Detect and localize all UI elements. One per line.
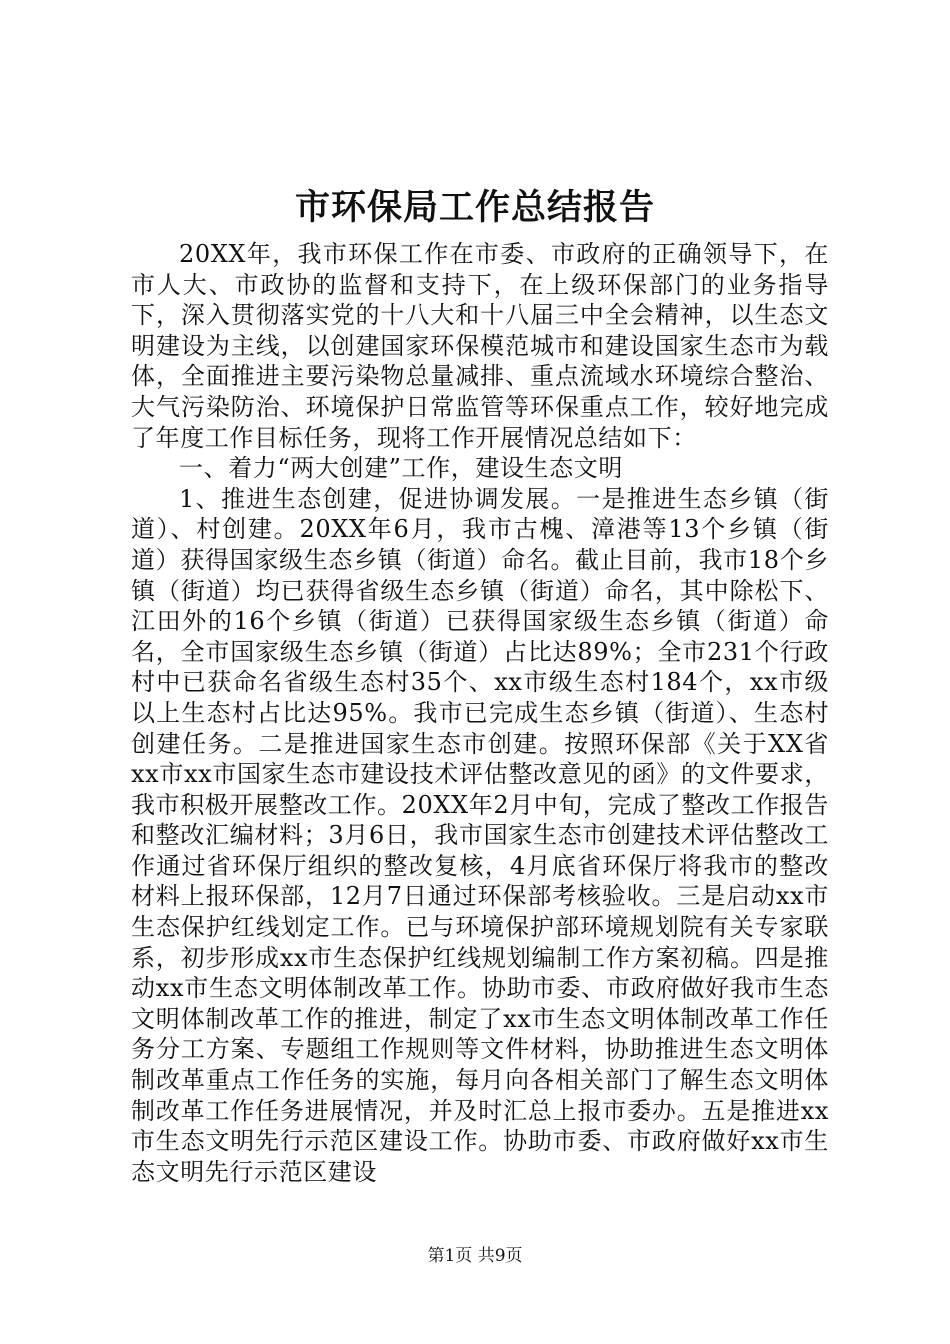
intro-paragraph: 20XX年，我市环保工作在市委、市政府的正确领导下，在市人大、市政协的监督和支持下，在上级环保部门的业务指导下，深入贯彻落实党的十八大和十八届三中全会精神，以生态文明建设为主线，以创建国家环保模范城市和建设国家生态市为载体，全面推进主要污染物总量减排、重点流域水环境综合整治、大气污染防治、环境保护日常监管等环保重点工作，较好地完成了年度工作目标任务，现将工作开展情况总结如下： (131, 240, 829, 452)
body-paragraph: 1、推进生态创建，促进协调发展。一是推进生态乡镇（街道）、村创建。20XX年6月，我市古槐、漳港等13个乡镇（街道）获得国家级生态乡镇（街道）命名。截止目前，我市18个乡镇（街道）均已获得省级生态乡镇（街道）命名，其中除松下、江田外的16个乡镇（街道）已获得国家级生态乡镇（街道）命名，全市国家级生态乡镇（街道）占比达89%；全市231个行政村中已获命名省级生态村35个、xx市级生态村184个，xx市级以上生态村占比达95%。我市已完成生态乡镇（街道）、生态村创建任务。二是推进国家生态市创建。按照环保部《关于XX省xx市xx市国家生态市建设技术评估整改意见的函》的文件要求，我市积极开展整改工作。20XX年2月中旬，完成了整改工作报告和整改汇编材料；3月6日，我市国家生态市创建技术评估整改工作通过省环保厅组织的整改复核，4月底省环保厅将我市的整改材料上报环保部，12月7日通过环保部考核验收。三是启动xx市生态保护红线划定工作。已与环境保护部环境规划院有关专家联系，初步形成xx市生态保护红线规划编制工作方案初稿。四是推动xx市生态文明体制改革工作。协助市委、市政府做好我市生态文明体制改革工作的推进，制定了xx市生态文明体制改革工作任务分工方案、专题组工作规则等文件材料，协助推进生态文明体制改革重点工作任务的实施，每月向各相关部门了解生态文明体制改革工作任务进展情况，并及时汇总上报市委办。五是推进xx市生态文明先行示范区建设工作。协助市委、市政府做好xx市生态文明先行示范区建设 (131, 484, 829, 1186)
document-title: 市环保局工作总结报告 (294, 187, 655, 228)
page-number-footer: 第1页 共9页 (427, 1246, 523, 1266)
section-heading: 一、着力“两大创建”工作，建设生态文明 (179, 454, 623, 483)
document-body (131, 239, 829, 1187)
